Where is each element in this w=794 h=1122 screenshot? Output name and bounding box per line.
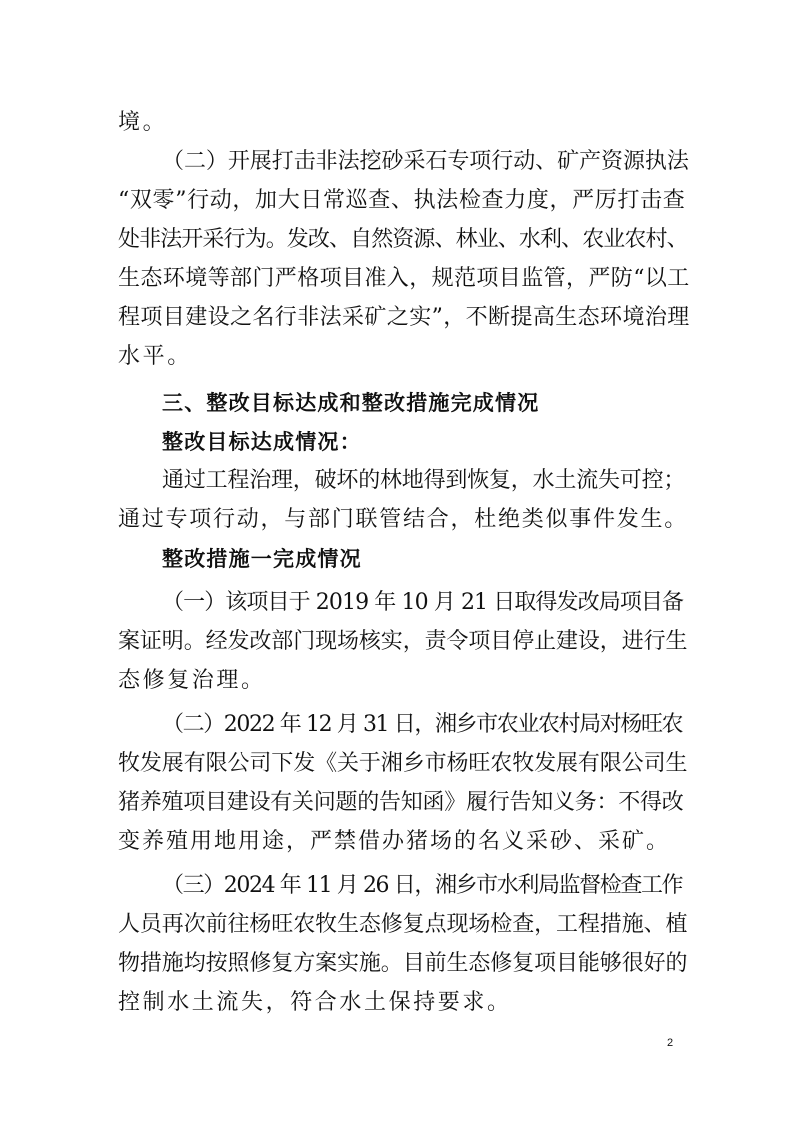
body-line: 变养殖用地用途，严禁借办猪场的名义采砂、采矿。 (118, 829, 671, 854)
body-line: 态修复治理。 (118, 668, 266, 693)
paragraph-line: （二）开展打击非法挖砂采石专项行动、矿产资源执法 (162, 149, 689, 174)
body-line: 人员再次前往杨旺农牧生态修复点现场检查，工程措施、植 (118, 912, 688, 937)
paragraph-line: （二）2022 年 12 月 31 日，湘乡市农业农村局对杨旺农 (162, 712, 683, 737)
body-line: 物措施均按照修复方案实施。目前生态修复项目能够很好的 (118, 951, 688, 976)
body-line: 猪养殖项目建设有关问题的告知函》履行告知义务：不得改 (118, 790, 684, 815)
body-line: “双零”行动，加大日常巡查、执法检查力度，严厉打击查 (118, 188, 686, 213)
subsection-heading: 整改目标达成情况： (162, 429, 362, 454)
body-line: 控制水土流失，符合水土保持要求。 (118, 990, 512, 1015)
section-heading: 三、整改目标达成和整改措施完成情况 (162, 390, 540, 415)
paragraph-line: （三）2024 年 11 月 26 日，湘乡市水利局监督检查工作 (162, 873, 683, 898)
body-line: 水平。 (118, 344, 192, 369)
body-line: 通过专项行动，与部门联管结合，杜绝类似事件发生。 (118, 507, 689, 532)
body-line: 境。 (118, 110, 168, 135)
subsection-heading: 整改措施一完成情况 (162, 546, 362, 571)
body-line: 程项目建设之名行非法采矿之实”，不断提高生态环境治理 (118, 305, 690, 330)
paragraph-line: （一）该项目于 2019 年 10 月 21 日取得发改局项目备 (162, 590, 684, 615)
page-number: 2 (667, 1037, 674, 1049)
body-line: 处非法开采行为。发改、自然资源、林业、水利、农业农村、 (118, 227, 688, 252)
body-line: 牧发展有限公司下发《关于湘乡市杨旺农牧发展有限公司生 (118, 751, 688, 776)
paragraph-line: 通过工程治理，破坏的林地得到恢复，水土流失可控； (162, 468, 686, 493)
body-line: 生态环境等部门严格项目准入，规范项目监管，严防“以工 (118, 266, 690, 291)
body-line: 案证明。经发改部门现场核实，责令项目停止建设，进行生 (118, 629, 688, 654)
